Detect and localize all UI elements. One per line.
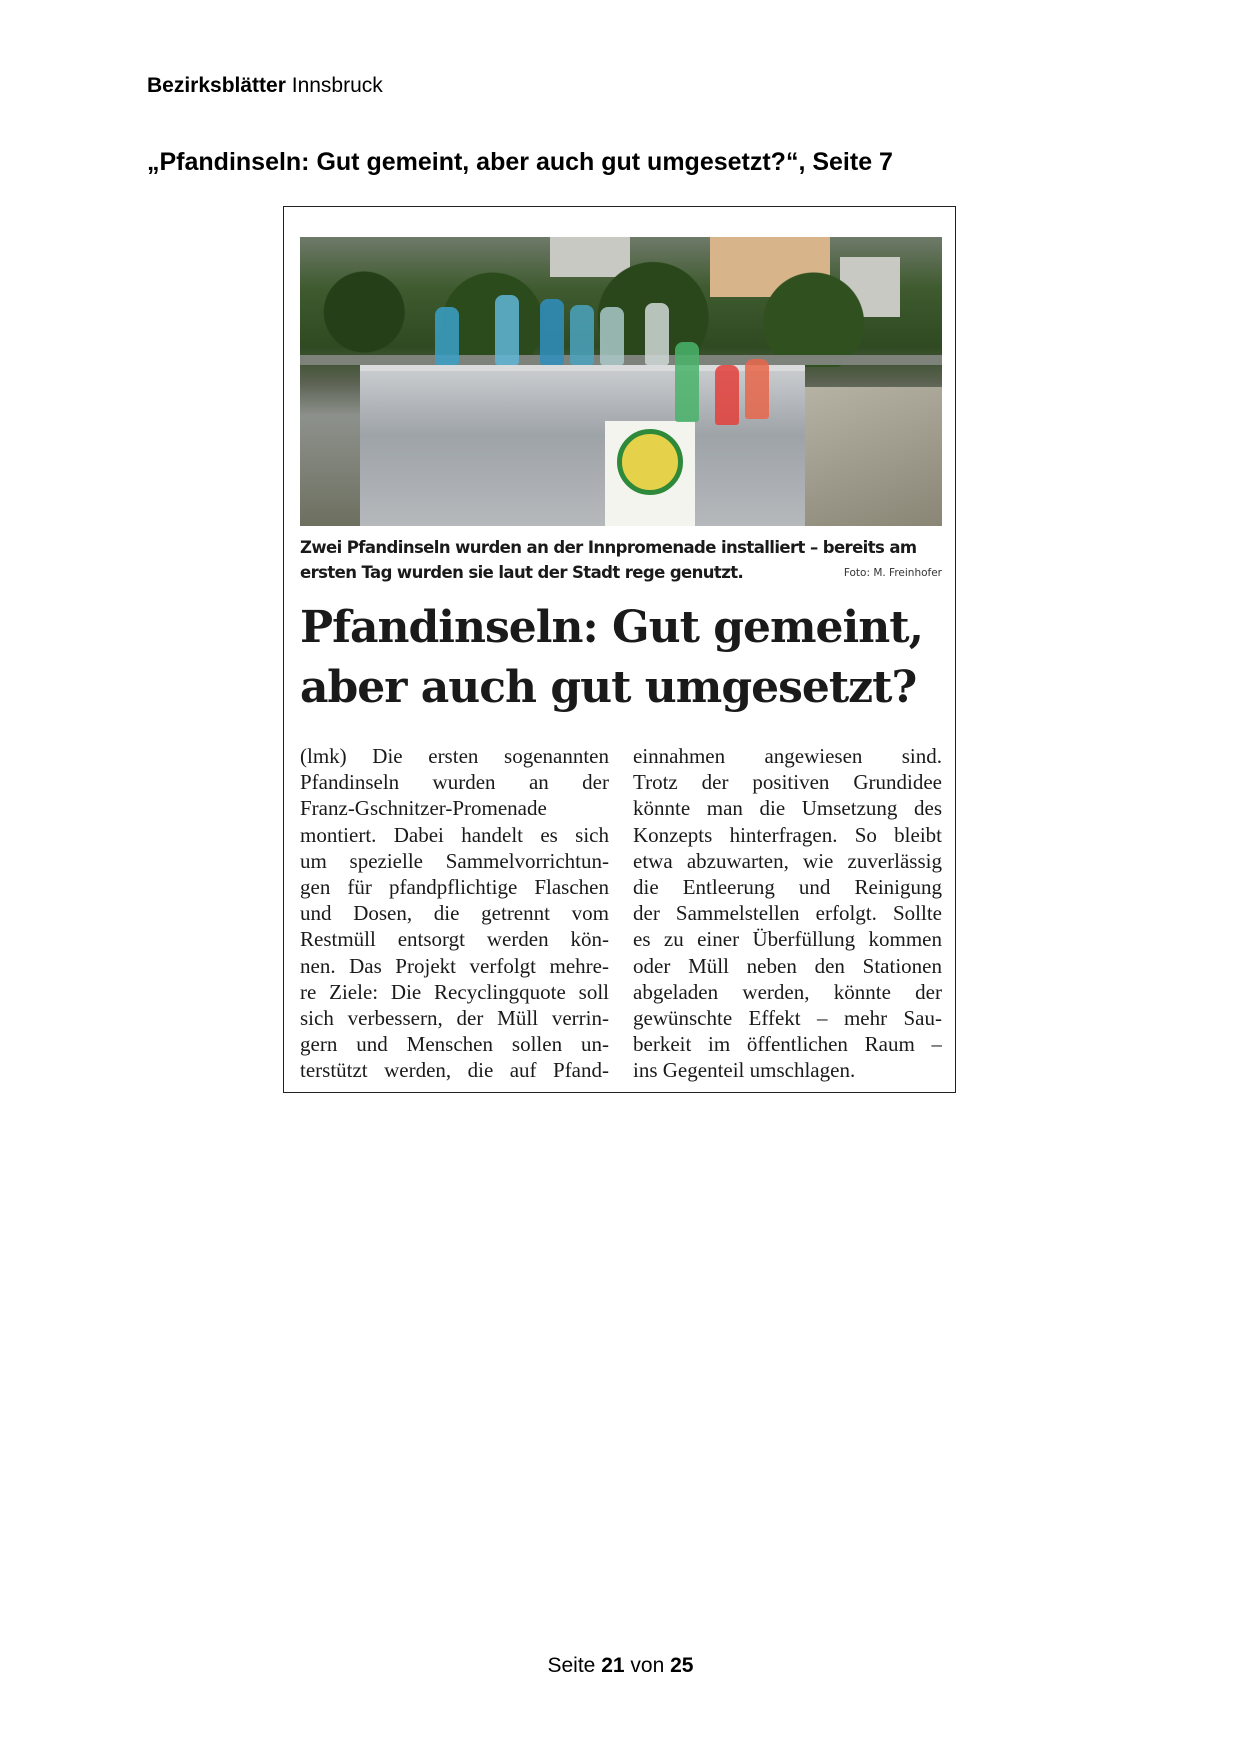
headline-line: aber auch gut umgesetzt? [300,662,917,713]
page-header [147,74,383,98]
text-line: um spezielle Sammelvorrichtun- [300,848,609,873]
text-line: Pfandinseln wurden an der [300,770,609,795]
document-title: „Pfandinseln: Gut gemeint, aber auch gut umgesetzt?“, Seite 7 [147,148,893,176]
text-line: terstützt werden, die auf Pfand- [300,1058,609,1083]
text-line: sich verbessern, der Müll verrin- [300,1006,609,1031]
article-headline [300,598,950,718]
total-page-count: 25 [670,1654,694,1677]
footer-prefix: Seite [547,1654,596,1677]
text-line: und Dosen, die getrennt vom [300,901,609,926]
text-line: der Sammelstellen erfolgt. Sollte [633,901,942,926]
article-column-left [300,743,609,1084]
text-line: gern und Menschen sollen un- [300,1032,609,1057]
text-line: es zu einer Überfüllung kommen [633,927,942,952]
article-column-right [633,743,942,1084]
text-line: gewünschte Effekt – mehr Sau- [633,1006,942,1031]
text-line: nen. Das Projekt verfolgt mehre- [300,953,609,978]
text-line: oder Müll neben den Stationen [633,953,942,978]
current-page-number: 21 [601,1654,625,1677]
page-footer [0,1654,1241,1678]
text-line: ins Gegenteil umschlagen. [633,1058,856,1083]
text-line: etwa abzuwarten, wie zuverlässig [633,848,942,873]
photo-caption: Zwei Pfandinseln wurden an der Innpromenade installiert – bereits am ersten Tag wurden sie laut der Stadt rege genutzt. [300,538,917,582]
text-line: Konzepts hinterfragen. So bleibt [633,822,942,847]
text-line: Franz-Gschnitzer-Promenade [300,796,547,821]
footer-separator: von [630,1654,665,1677]
headline-line: Pfandinseln: Gut gemeint, [300,602,923,653]
text-line: abgeladen werden, könnte der [633,979,942,1004]
text-line: könnte man die Umsetzung des [633,796,942,821]
text-line: einnahmen angewiesen sind. [633,744,942,768]
publication-name: Bezirksblätter [147,74,286,97]
text-line: die Entleerung und Reinigung [633,875,942,900]
text-line: berkeit im öffentlichen Raum – [633,1032,942,1057]
text-line: Restmüll entsorgt werden kön- [300,927,609,952]
qr-seal-icon [617,429,683,495]
text-line: montiert. Dabei handelt es sich [300,822,609,847]
publication-location: Innsbruck [291,74,383,97]
photo-credit: Foto: M. Freinhofer [843,567,942,579]
text-line: re Ziele: Die Recyclingquote soll [300,979,609,1004]
text-line: gen für pfandpflichtige Flaschen [300,875,609,900]
article-photo [300,237,942,526]
text-line: (lmk) Die ersten sogenannten [300,744,609,768]
text-line: Trotz der positiven Grundidee [633,770,942,795]
